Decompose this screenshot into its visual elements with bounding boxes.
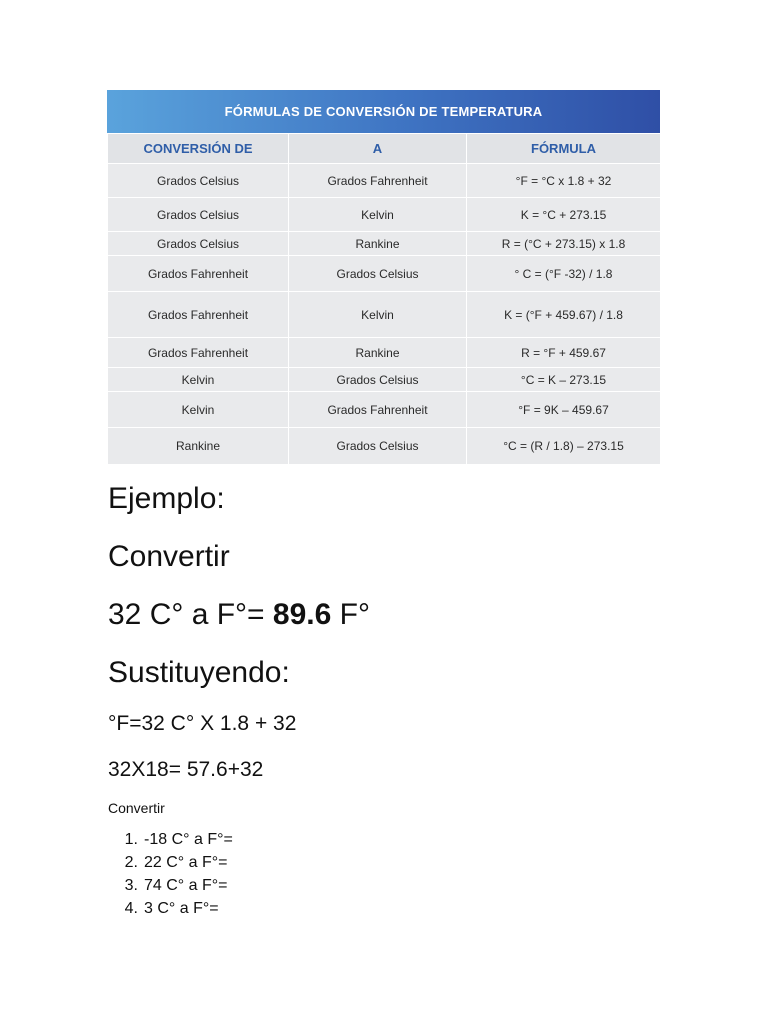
list-item-text: 3 C° a F°= [144,900,219,917]
table-row [108,232,661,256]
cell-to: Grados Fahrenheit [289,164,467,198]
list-item-text: 22 C° a F°= [144,854,228,871]
conversion-table [107,90,660,464]
table-row [108,338,661,368]
cell-to: Kelvin [289,198,467,232]
problem-suffix: F° [331,598,370,631]
substitution-step-1: °F=32 C° X 1.8 + 32 [108,712,297,735]
cell-from: Grados Celsius [108,232,289,256]
problem-answer: 89.6 [272,598,332,631]
conversion-grid [107,133,661,465]
table-row [108,292,661,338]
cell-formula: K = (°F + 459.67) / 1.8 [467,292,661,338]
cell-formula: °F = °C x 1.8 + 32 [467,164,661,198]
header-to: A [289,134,467,164]
cell-to: Grados Fahrenheit [289,392,467,428]
cell-to: Grados Celsius [289,368,467,392]
cell-from: Grados Celsius [108,164,289,198]
cell-formula: °C = (R / 1.8) – 273.15 [467,428,661,465]
table-header-row [108,134,661,164]
table-row [108,198,661,232]
exercises-label: Convertir [108,800,165,816]
table-row [108,164,661,198]
list-item [108,874,233,897]
table-row [108,368,661,392]
header-from: CONVERSIÓN DE [108,134,289,164]
problem-prefix: 32 C° a F°= [108,598,273,631]
table-title: FÓRMULAS DE CONVERSIÓN DE TEMPERATURA [107,90,660,133]
cell-to: Kelvin [289,292,467,338]
header-formula: FÓRMULA [467,134,661,164]
list-item-number: 2. [124,854,138,871]
list-item-text: -18 C° a F°= [144,831,233,848]
example-problem [108,598,370,632]
cell-from: Rankine [108,428,289,465]
substitution-step-2: 32X18= 57.6+32 [108,758,264,781]
cell-from: Grados Fahrenheit [108,338,289,368]
cell-to: Rankine [289,232,467,256]
example-heading: Ejemplo: [108,482,225,515]
convert-label: Convertir [108,540,230,573]
cell-to: Grados Celsius [289,428,467,465]
substitution-heading: Sustituyendo: [108,656,290,689]
cell-from: Grados Celsius [108,198,289,232]
exercise-list [108,828,233,920]
list-item-number: 4. [124,900,138,917]
list-item [108,897,233,920]
cell-from: Kelvin [108,392,289,428]
cell-to: Grados Celsius [289,256,467,292]
cell-from: Grados Fahrenheit [108,292,289,338]
list-item [108,828,233,851]
cell-to: Rankine [289,338,467,368]
list-item-text: 74 C° a F°= [144,877,228,894]
table-row [108,256,661,292]
list-item-number: 1. [124,831,138,848]
cell-formula: K = °C + 273.15 [467,198,661,232]
cell-formula: °F = 9K – 459.67 [467,392,661,428]
cell-from: Grados Fahrenheit [108,256,289,292]
list-item [108,851,233,874]
cell-formula: °C = K – 273.15 [467,368,661,392]
list-item-number: 3. [124,877,138,894]
table-row [108,428,661,465]
table-row [108,392,661,428]
cell-formula: R = (°C + 273.15) x 1.8 [467,232,661,256]
cell-formula: R = °F + 459.67 [467,338,661,368]
cell-formula: ° C = (°F -32) / 1.8 [467,256,661,292]
cell-from: Kelvin [108,368,289,392]
